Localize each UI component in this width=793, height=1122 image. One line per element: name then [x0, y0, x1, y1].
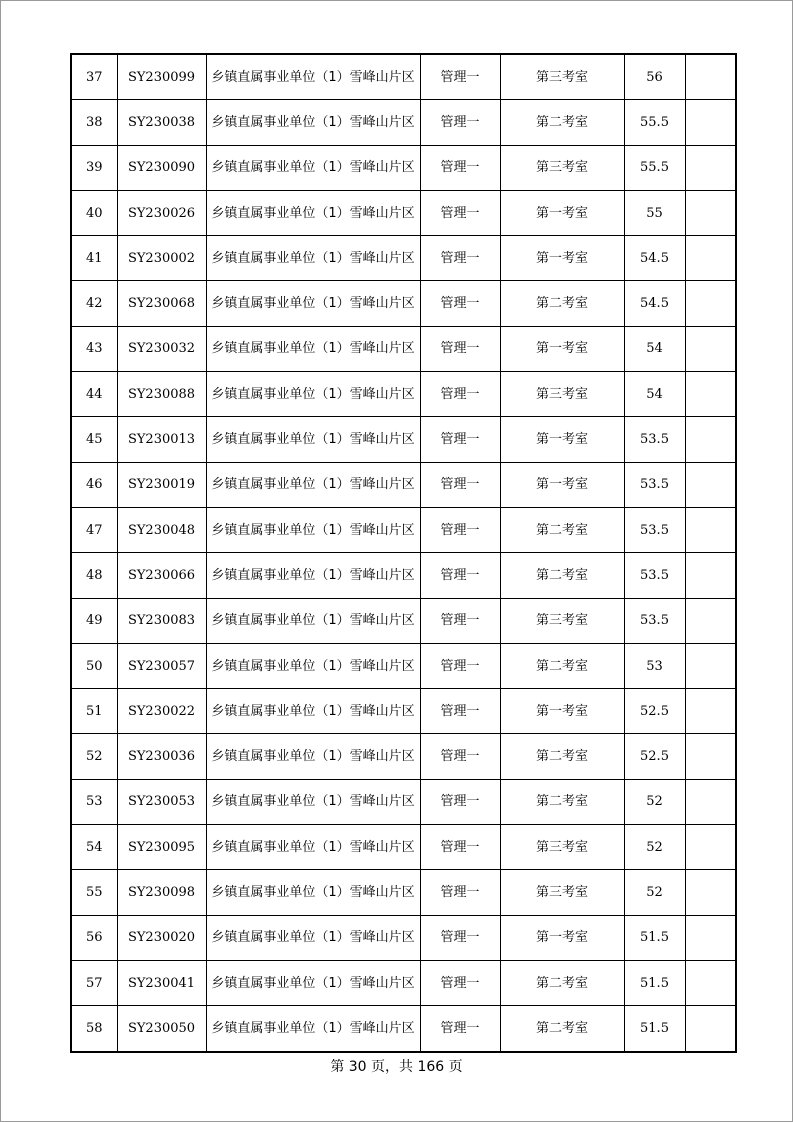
unit-cell: 乡镇直属事业单位（1）雪峰山片区: [206, 372, 420, 417]
exam-room-cell: 第二考室: [500, 281, 624, 326]
table-row: [71, 553, 736, 598]
table-row: [71, 825, 736, 870]
note-cell: [685, 190, 736, 235]
candidate-id-cell: SY230057: [117, 643, 206, 688]
candidate-id-cell: SY230022: [117, 689, 206, 734]
candidate-id-cell: SY230095: [117, 825, 206, 870]
seq-cell: 54: [71, 825, 117, 870]
seq-cell: 40: [71, 190, 117, 235]
seq-cell: 37: [71, 54, 117, 100]
unit-cell: 乡镇直属事业单位（1）雪峰山片区: [206, 643, 420, 688]
note-cell: [685, 1006, 736, 1052]
table-row: [71, 100, 736, 145]
seq-cell: 42: [71, 281, 117, 326]
seq-cell: 57: [71, 960, 117, 1005]
note-cell: [685, 281, 736, 326]
seq-cell: 47: [71, 507, 117, 552]
note-cell: [685, 915, 736, 960]
position-cell: 管理一: [420, 870, 500, 915]
table-row: [71, 326, 736, 371]
unit-cell: 乡镇直属事业单位（1）雪峰山片区: [206, 145, 420, 190]
exam-room-cell: 第二考室: [500, 100, 624, 145]
position-cell: 管理一: [420, 145, 500, 190]
note-cell: [685, 417, 736, 462]
table-row: [71, 598, 736, 643]
table-row: [71, 779, 736, 824]
exam-room-cell: 第一考室: [500, 689, 624, 734]
position-cell: 管理一: [420, 236, 500, 281]
score-cell: 51.5: [624, 1006, 685, 1052]
exam-room-cell: 第二考室: [500, 553, 624, 598]
note-cell: [685, 870, 736, 915]
unit-cell: 乡镇直属事业单位（1）雪峰山片区: [206, 779, 420, 824]
unit-cell: 乡镇直属事业单位（1）雪峰山片区: [206, 326, 420, 371]
note-cell: [685, 54, 736, 100]
note-cell: [685, 779, 736, 824]
unit-cell: 乡镇直属事业单位（1）雪峰山片区: [206, 915, 420, 960]
candidate-id-cell: SY230041: [117, 960, 206, 1005]
score-cell: 54.5: [624, 281, 685, 326]
exam-room-cell: 第二考室: [500, 960, 624, 1005]
table-row: [71, 915, 736, 960]
exam-room-cell: 第二考室: [500, 779, 624, 824]
unit-cell: 乡镇直属事业单位（1）雪峰山片区: [206, 462, 420, 507]
position-cell: 管理一: [420, 598, 500, 643]
candidate-id-cell: SY230020: [117, 915, 206, 960]
table-row: [71, 281, 736, 326]
score-cell: 54: [624, 326, 685, 371]
score-cell: 54: [624, 372, 685, 417]
table-row: [71, 643, 736, 688]
score-cell: 53: [624, 643, 685, 688]
unit-cell: 乡镇直属事业单位（1）雪峰山片区: [206, 281, 420, 326]
unit-cell: 乡镇直属事业单位（1）雪峰山片区: [206, 100, 420, 145]
score-cell: 51.5: [624, 915, 685, 960]
score-cell: 53.5: [624, 598, 685, 643]
position-cell: 管理一: [420, 100, 500, 145]
table-row: [71, 236, 736, 281]
position-cell: 管理一: [420, 825, 500, 870]
exam-room-cell: 第三考室: [500, 54, 624, 100]
seq-cell: 50: [71, 643, 117, 688]
exam-room-cell: 第二考室: [500, 1006, 624, 1052]
candidate-id-cell: SY230038: [117, 100, 206, 145]
note-cell: [685, 507, 736, 552]
position-cell: 管理一: [420, 281, 500, 326]
score-cell: 52: [624, 825, 685, 870]
candidate-id-cell: SY230050: [117, 1006, 206, 1052]
candidate-id-cell: SY230019: [117, 462, 206, 507]
position-cell: 管理一: [420, 779, 500, 824]
score-table: [70, 53, 737, 1053]
position-cell: 管理一: [420, 190, 500, 235]
unit-cell: 乡镇直属事业单位（1）雪峰山片区: [206, 417, 420, 462]
seq-cell: 44: [71, 372, 117, 417]
table-row: [71, 54, 736, 100]
exam-room-cell: 第一考室: [500, 417, 624, 462]
table-row: [71, 462, 736, 507]
exam-room-cell: 第二考室: [500, 734, 624, 779]
score-cell: 55: [624, 190, 685, 235]
table-row: [71, 734, 736, 779]
score-cell: 52.5: [624, 689, 685, 734]
seq-cell: 45: [71, 417, 117, 462]
table-row: [71, 1006, 736, 1052]
note-cell: [685, 236, 736, 281]
position-cell: 管理一: [420, 960, 500, 1005]
note-cell: [685, 553, 736, 598]
score-cell: 52: [624, 779, 685, 824]
table-row: [71, 372, 736, 417]
unit-cell: 乡镇直属事业单位（1）雪峰山片区: [206, 1006, 420, 1052]
candidate-id-cell: SY230013: [117, 417, 206, 462]
position-cell: 管理一: [420, 54, 500, 100]
score-cell: 53.5: [624, 507, 685, 552]
table-row: [71, 190, 736, 235]
candidate-id-cell: SY230068: [117, 281, 206, 326]
unit-cell: 乡镇直属事业单位（1）雪峰山片区: [206, 734, 420, 779]
note-cell: [685, 145, 736, 190]
candidate-id-cell: SY230090: [117, 145, 206, 190]
exam-room-cell: 第三考室: [500, 870, 624, 915]
unit-cell: 乡镇直属事业单位（1）雪峰山片区: [206, 553, 420, 598]
seq-cell: 41: [71, 236, 117, 281]
score-cell: 53.5: [624, 417, 685, 462]
position-cell: 管理一: [420, 553, 500, 598]
candidate-id-cell: SY230036: [117, 734, 206, 779]
note-cell: [685, 462, 736, 507]
candidate-id-cell: SY230032: [117, 326, 206, 371]
exam-room-cell: 第二考室: [500, 507, 624, 552]
unit-cell: 乡镇直属事业单位（1）雪峰山片区: [206, 598, 420, 643]
note-cell: [685, 598, 736, 643]
seq-cell: 48: [71, 553, 117, 598]
score-cell: 55.5: [624, 100, 685, 145]
seq-cell: 58: [71, 1006, 117, 1052]
table-row: [71, 417, 736, 462]
note-cell: [685, 326, 736, 371]
seq-cell: 51: [71, 689, 117, 734]
candidate-id-cell: SY230083: [117, 598, 206, 643]
candidate-id-cell: SY230048: [117, 507, 206, 552]
exam-room-cell: 第一考室: [500, 190, 624, 235]
page-footer: 第 30 页，共 166 页: [330, 1059, 463, 1075]
position-cell: 管理一: [420, 417, 500, 462]
exam-room-cell: 第三考室: [500, 825, 624, 870]
note-cell: [685, 372, 736, 417]
table-row: [71, 145, 736, 190]
unit-cell: 乡镇直属事业单位（1）雪峰山片区: [206, 960, 420, 1005]
unit-cell: 乡镇直属事业单位（1）雪峰山片区: [206, 870, 420, 915]
exam-room-cell: 第一考室: [500, 326, 624, 371]
seq-cell: 53: [71, 779, 117, 824]
score-cell: 52.5: [624, 734, 685, 779]
table-row: [71, 960, 736, 1005]
note-cell: [685, 960, 736, 1005]
position-cell: 管理一: [420, 915, 500, 960]
seq-cell: 39: [71, 145, 117, 190]
candidate-id-cell: SY230066: [117, 553, 206, 598]
seq-cell: 49: [71, 598, 117, 643]
table-row: [71, 870, 736, 915]
exam-room-cell: 第三考室: [500, 372, 624, 417]
exam-room-cell: 第二考室: [500, 643, 624, 688]
unit-cell: 乡镇直属事业单位（1）雪峰山片区: [206, 507, 420, 552]
note-cell: [685, 734, 736, 779]
score-cell: 53.5: [624, 553, 685, 598]
seq-cell: 52: [71, 734, 117, 779]
seq-cell: 46: [71, 462, 117, 507]
note-cell: [685, 643, 736, 688]
table-row: [71, 689, 736, 734]
seq-cell: 56: [71, 915, 117, 960]
exam-room-cell: 第一考室: [500, 236, 624, 281]
unit-cell: 乡镇直属事业单位（1）雪峰山片区: [206, 236, 420, 281]
position-cell: 管理一: [420, 326, 500, 371]
candidate-id-cell: SY230026: [117, 190, 206, 235]
position-cell: 管理一: [420, 734, 500, 779]
seq-cell: 43: [71, 326, 117, 371]
unit-cell: 乡镇直属事业单位（1）雪峰山片区: [206, 689, 420, 734]
position-cell: 管理一: [420, 462, 500, 507]
unit-cell: 乡镇直属事业单位（1）雪峰山片区: [206, 54, 420, 100]
candidate-id-cell: SY230088: [117, 372, 206, 417]
note-cell: [685, 689, 736, 734]
score-cell: 53.5: [624, 462, 685, 507]
exam-room-cell: 第三考室: [500, 598, 624, 643]
seq-cell: 38: [71, 100, 117, 145]
table-row: [71, 507, 736, 552]
score-cell: 54.5: [624, 236, 685, 281]
candidate-id-cell: SY230098: [117, 870, 206, 915]
note-cell: [685, 825, 736, 870]
note-cell: [685, 100, 736, 145]
seq-cell: 55: [71, 870, 117, 915]
exam-room-cell: 第一考室: [500, 915, 624, 960]
position-cell: 管理一: [420, 1006, 500, 1052]
exam-room-cell: 第一考室: [500, 462, 624, 507]
table-body: [71, 54, 736, 1052]
candidate-id-cell: SY230053: [117, 779, 206, 824]
position-cell: 管理一: [420, 507, 500, 552]
candidate-id-cell: SY230002: [117, 236, 206, 281]
exam-room-cell: 第三考室: [500, 145, 624, 190]
score-cell: 52: [624, 870, 685, 915]
candidate-id-cell: SY230099: [117, 54, 206, 100]
unit-cell: 乡镇直属事业单位（1）雪峰山片区: [206, 190, 420, 235]
position-cell: 管理一: [420, 689, 500, 734]
position-cell: 管理一: [420, 372, 500, 417]
score-cell: 51.5: [624, 960, 685, 1005]
score-cell: 55.5: [624, 145, 685, 190]
position-cell: 管理一: [420, 643, 500, 688]
unit-cell: 乡镇直属事业单位（1）雪峰山片区: [206, 825, 420, 870]
score-cell: 56: [624, 54, 685, 100]
